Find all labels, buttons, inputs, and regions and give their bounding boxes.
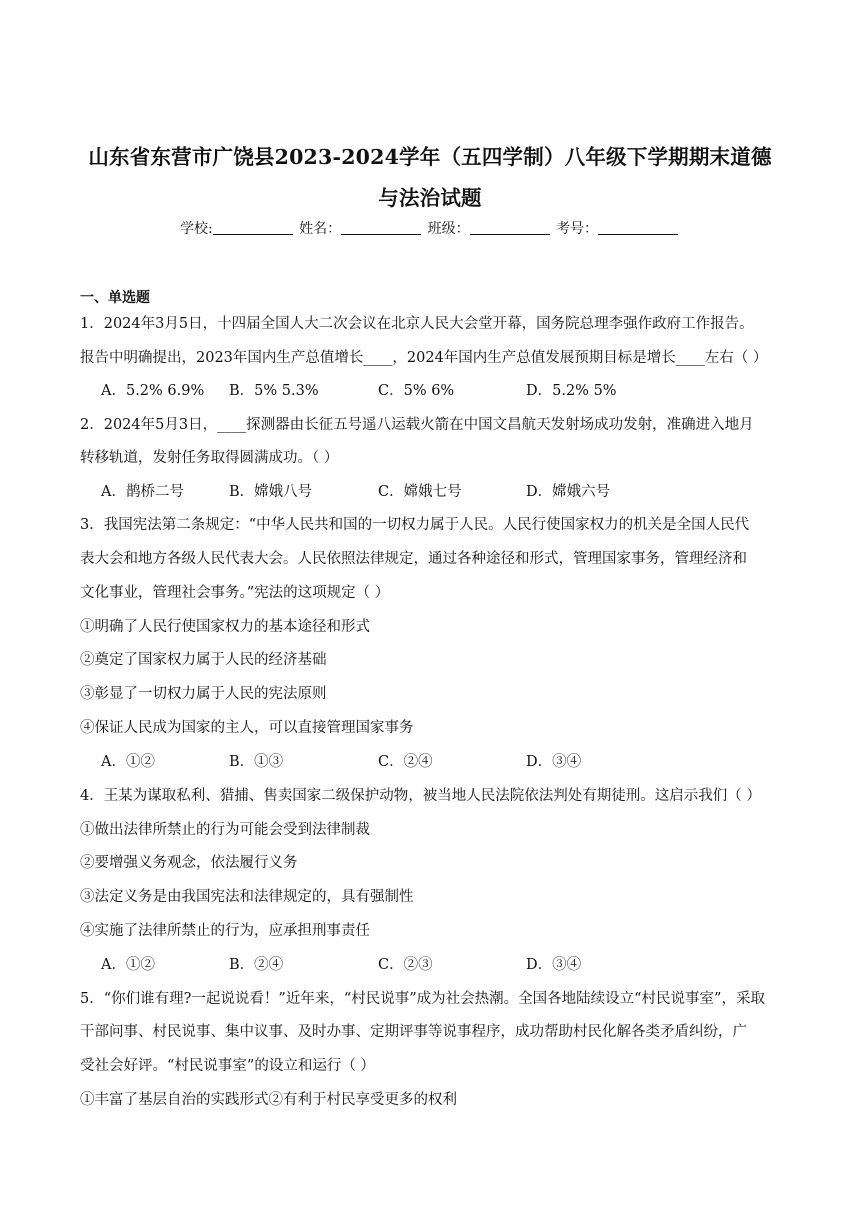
option-b[interactable]: B．②④ bbox=[229, 957, 284, 973]
option-a[interactable]: A．①② bbox=[101, 754, 155, 770]
question-2-line-2: 转移轨道，发射任务取得圆满成功。（ ） bbox=[80, 450, 339, 466]
option-d[interactable]: D．5.2% 5% bbox=[526, 383, 617, 399]
question-5-line-2: 干部问事、村民说事、集中议事、及时办事、定期评事等说事程序，成功帮助村民化解各类矛盾纠纷，广 bbox=[80, 1024, 747, 1040]
option-a[interactable]: A．鹊桥二号 bbox=[101, 484, 184, 500]
question-4-statement-4: ④实施了法律所禁止的行为，应承担刑事责任 bbox=[80, 923, 370, 939]
option-a[interactable]: A．①② bbox=[101, 957, 155, 973]
school-blank[interactable] bbox=[213, 220, 293, 235]
question-3-statement-1: ①明确了人民行使国家权力的基本途径和形式 bbox=[80, 619, 370, 635]
question-4-statement-2: ②要增强义务观念，依法履行义务 bbox=[80, 855, 298, 871]
option-c[interactable]: C．②③ bbox=[378, 957, 433, 973]
exam-number-blank[interactable] bbox=[598, 220, 678, 235]
page-title-line-1: 山东省东营市广饶县2023-2024学年（五四学制）八年级下学期期末道德 bbox=[88, 145, 772, 169]
class-label: 班级： bbox=[427, 221, 470, 237]
question-5-statements: ①丰富了基层自治的实践形式②有利于村民享受更多的权利 bbox=[80, 1092, 457, 1108]
name-blank[interactable] bbox=[341, 220, 421, 235]
question-3-line-1: 3．我国宪法第二条规定：“中华人民共和国的一切权力属于人民。人民行使国家权力的机关是全国人民代 bbox=[80, 517, 750, 533]
question-4-statement-3: ③法定义务是由我国宪法和法律规定的，具有强制性 bbox=[80, 889, 414, 905]
question-5-line-1: 5．“你们谁有理?一起说说看！”近年来，“村民说事”成为社会热潮。全国各地陆续设立“村民说事室”，采取 bbox=[80, 991, 765, 1007]
question-5-line-3: 受社会好评。“村民说事室”的设立和运行（ ） bbox=[80, 1058, 375, 1074]
question-4-line-1: 4．王某为谋取私利、猎捕、售卖国家二级保护动物，被当地人民法院依法判处有期徒刑。这启示我们（ ） bbox=[80, 788, 761, 804]
question-1-line-2: 报告中明确提出，2023年国内生产总值增长____，2024年国内生产总值发展预期目标是增长____左右（ ） bbox=[80, 350, 768, 366]
option-d[interactable]: D．嫦娥六号 bbox=[526, 484, 611, 500]
option-c[interactable]: C．②④ bbox=[378, 754, 433, 770]
question-3-line-3: 文化事业，管理社会事务。”宪法的这项规定（ ） bbox=[80, 585, 390, 601]
option-d[interactable]: D．③④ bbox=[526, 957, 582, 973]
option-a[interactable]: A．5.2% 6.9% bbox=[101, 383, 205, 399]
exam-number-label: 考号： bbox=[556, 221, 599, 237]
option-b[interactable]: B．①③ bbox=[229, 754, 284, 770]
name-label: 姓名： bbox=[299, 221, 342, 237]
question-3-statement-4: ④保证人民成为国家的主人，可以直接管理国家事务 bbox=[80, 720, 414, 736]
question-4-statement-1: ①做出法律所禁止的行为可能会受到法律制裁 bbox=[80, 822, 370, 838]
option-b[interactable]: B．5% 5.3% bbox=[229, 383, 319, 399]
section-heading: 一、单选题 bbox=[80, 290, 150, 306]
class-blank[interactable] bbox=[470, 220, 550, 235]
option-c[interactable]: C．5% 6% bbox=[378, 383, 455, 399]
question-2-line-1: 2．2024年5月3日，____探测器由长征五号遥八运载火箭在中国文昌航天发射场成功发射，准确进入地月 bbox=[80, 417, 754, 433]
option-b[interactable]: B．嫦娥八号 bbox=[229, 484, 313, 500]
question-3-statement-2: ②奠定了国家权力属于人民的经济基础 bbox=[80, 652, 327, 668]
question-3-statement-3: ③彰显了一切权力属于人民的宪法原则 bbox=[80, 686, 327, 702]
question-3-line-2: 表大会和地方各级人民代表大会。人民依照法律规定，通过各种途径和形式，管理国家事务，管理经济和 bbox=[80, 551, 747, 567]
page-title-line-2: 与法治试题 bbox=[378, 186, 482, 210]
question-1-line-1: 1．2024年3月5日，十四届全国人大二次会议在北京人民大会堂开幕，国务院总理李强作政府工作报告。 bbox=[80, 316, 754, 332]
school-label: 学校: bbox=[179, 221, 213, 237]
option-c[interactable]: C．嫦娥七号 bbox=[378, 484, 462, 500]
student-info-row bbox=[0, 218, 860, 238]
option-d[interactable]: D．③④ bbox=[526, 754, 582, 770]
